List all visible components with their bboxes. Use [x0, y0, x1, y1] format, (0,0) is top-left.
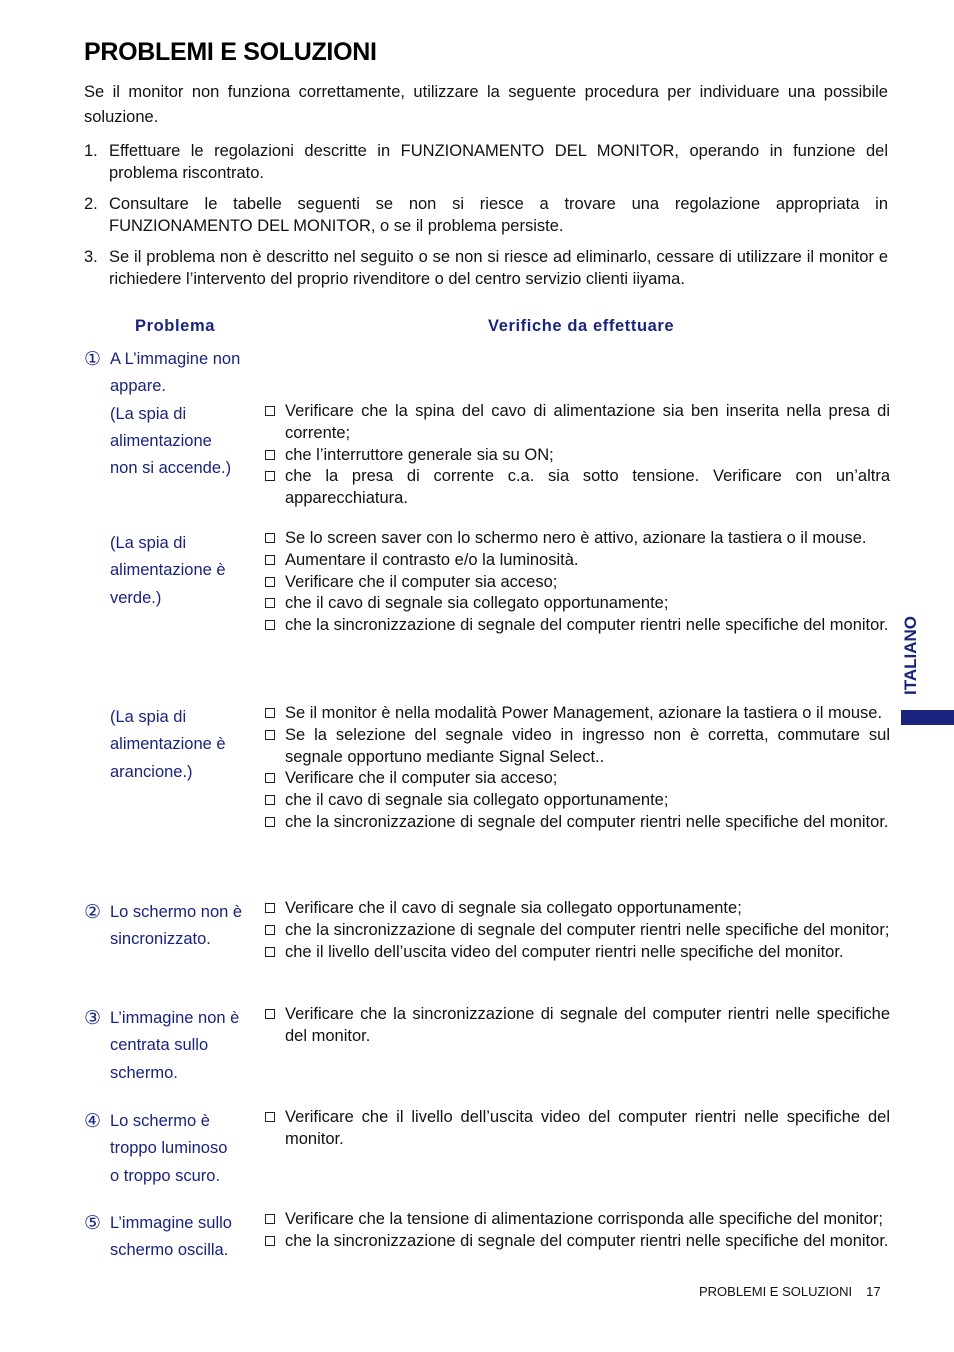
problem-2	[84, 899, 242, 954]
check-item	[264, 593, 890, 615]
problem-5	[84, 1210, 232, 1265]
check-text: che il cavo di segnale sia collegato opportunamente;	[285, 791, 669, 810]
problem-line: alimentazione è	[110, 561, 226, 580]
checkbox-icon	[265, 555, 275, 565]
check-item	[264, 768, 890, 790]
check-text: che la sincronizzazione di segnale del computer rientri nelle specifiche del monitor.	[285, 616, 889, 635]
problem-number: ④	[84, 1111, 102, 1132]
problem-line: troppo luminoso	[110, 1139, 228, 1158]
problem-number: ①	[84, 349, 102, 370]
check-text: che il cavo di segnale sia collegato opportunamente;	[285, 594, 669, 613]
problem-1	[84, 346, 240, 482]
check-text: Verificare che il livello dell’uscita video del computer rientri nelle specifiche del monitor.	[285, 1108, 890, 1148]
check-text: che la sincronizzazione di segnale del computer rientri nelle specifiche del monitor;	[285, 920, 890, 939]
check-item	[264, 1231, 890, 1253]
check-text: Se il monitor è nella modalità Power Management, azionare la tastiera o il mouse.	[285, 704, 883, 722]
check-text: che la sincronizzazione di segnale del computer rientri nelle specifiche del monitor.	[285, 812, 889, 831]
checkbox-icon	[265, 1236, 275, 1246]
check-text: Se lo screen saver con lo schermo nero è attivo, azionare la tastiera o il mouse.	[285, 529, 867, 547]
problem-4	[84, 1108, 227, 1190]
check-text: che l’interruttore generale sia su ON;	[285, 445, 554, 464]
check-text: che il livello dell’uscita video del computer rientri nelle specifiche del monitor.	[285, 942, 844, 961]
check-item	[264, 528, 890, 550]
check-text: Verificare che il computer sia acceso;	[285, 572, 558, 591]
check-item	[264, 401, 890, 445]
check-item	[264, 942, 890, 964]
checkbox-icon	[265, 773, 275, 783]
problem-line: (La spia di	[110, 708, 187, 726]
check-text: Aumentare il contrasto e/o la luminosità.	[285, 550, 579, 569]
check-item	[264, 703, 890, 725]
problem-line: centrata sullo	[110, 1036, 209, 1055]
checkbox-icon	[265, 1214, 275, 1224]
checkbox-icon	[265, 730, 275, 740]
checks-group-2	[264, 528, 890, 637]
checkbox-icon	[265, 947, 275, 957]
check-item	[264, 790, 890, 812]
problem-line: appare.	[110, 377, 166, 396]
problem-line: alimentazione è	[110, 735, 226, 754]
check-text: Verificare che la tensione di alimentazione corrisponda alle specifiche del monitor;	[285, 1210, 883, 1228]
column-header-checks: Verifiche da effettuare	[488, 317, 675, 335]
column-header-problem: Problema	[135, 317, 215, 335]
problem-number: ⑤	[84, 1213, 102, 1234]
step-item	[84, 140, 888, 184]
checkbox-icon	[265, 450, 275, 460]
page-footer	[699, 1284, 881, 1299]
checks-group-6	[264, 1107, 890, 1151]
problem-line: Lo schermo non è	[110, 903, 243, 921]
problem-line: A L’immagine non	[110, 350, 241, 368]
checkbox-icon	[265, 471, 275, 481]
problem-1-green	[84, 530, 226, 612]
check-text: Verificare che il cavo di segnale sia collegato opportunamente;	[285, 899, 742, 917]
page-number: 17	[866, 1284, 881, 1299]
checkbox-icon	[265, 577, 275, 587]
check-text: che la sincronizzazione di segnale del computer rientri nelle specifiche del monitor.	[285, 1231, 889, 1250]
check-item	[264, 466, 890, 510]
checks-group-1	[264, 401, 890, 510]
check-item	[264, 1107, 890, 1151]
problem-number: ②	[84, 902, 102, 923]
checks-group-3	[264, 703, 890, 834]
problem-line: Lo schermo è	[110, 1112, 210, 1130]
footer-section: PROBLEMI E SOLUZIONI	[699, 1284, 853, 1299]
check-text: Verificare che la spina del cavo di alimentazione sia ben inserita nella presa di corrente;	[285, 402, 890, 442]
problem-3	[84, 1005, 239, 1087]
check-text: Se la selezione del segnale video in ingresso non è corretta, commutare sul segnale opportuno mediante Signal Select..	[285, 725, 890, 766]
checkbox-icon	[265, 406, 275, 416]
check-item	[264, 445, 890, 467]
checks-group-7	[264, 1209, 890, 1253]
checkbox-icon	[265, 795, 275, 805]
checkbox-icon	[265, 925, 275, 935]
checks-group-4	[264, 898, 890, 963]
language-tab-label: ITALIANO	[901, 615, 920, 695]
check-item	[264, 615, 890, 637]
check-item	[264, 725, 890, 769]
problem-line: L’immagine non è	[110, 1009, 240, 1027]
problem-line: alimentazione	[110, 431, 212, 450]
problem-line: arancione.)	[110, 762, 193, 781]
check-item	[264, 920, 890, 942]
step-item	[84, 246, 888, 290]
checkbox-icon	[265, 1009, 275, 1019]
problem-1-orange	[84, 704, 226, 786]
problem-line: schermo.	[110, 1063, 178, 1082]
problem-line: L’immagine sullo	[110, 1214, 232, 1232]
problem-number: ③	[84, 1008, 102, 1029]
problem-line: (La spia di	[110, 534, 187, 552]
check-item	[264, 812, 890, 834]
check-item	[264, 1004, 890, 1048]
checkbox-icon	[265, 903, 275, 913]
problem-line: non si accende.)	[110, 459, 232, 478]
step-number: 1.	[84, 142, 98, 160]
check-item	[264, 572, 890, 594]
step-text: Consultare le tabelle seguenti se non si riesce a trovare una regolazione appropriata in FUNZIONAMENTO DEL MONITOR, o se il problema persiste.	[109, 195, 888, 235]
checkbox-icon	[265, 817, 275, 827]
problem-line: sincronizzato.	[110, 930, 211, 949]
step-text: Se il problema non è descritto nel seguito o se non si riesce ad eliminarlo, cessare di utilizzare il monitor e richiedere l’intervento del proprio rivenditore o del centro servizio clienti iiyama.	[109, 248, 888, 288]
step-number: 3.	[84, 248, 98, 266]
check-item	[264, 898, 890, 920]
checkbox-icon	[265, 1112, 275, 1122]
check-item	[264, 550, 890, 572]
check-text: Verificare che il computer sia acceso;	[285, 769, 558, 788]
check-item	[264, 1209, 890, 1231]
problem-line: verde.)	[110, 588, 162, 607]
step-number: 2.	[84, 195, 98, 213]
checkbox-icon	[265, 598, 275, 608]
language-tab-marker	[901, 710, 954, 725]
problem-line: schermo oscilla.	[110, 1241, 229, 1260]
intro-paragraph: Se il monitor non funziona correttamente, utilizzare la seguente procedura per individuare una possibile soluzione.	[84, 83, 888, 126]
problem-line: o troppo scuro.	[110, 1166, 221, 1185]
check-text: Verificare che la sincronizzazione di segnale del computer rientri nelle specifiche del monitor.	[285, 1005, 890, 1045]
checkbox-icon	[265, 708, 275, 718]
checkbox-icon	[265, 620, 275, 630]
checks-group-5	[264, 1004, 890, 1048]
problem-line: (La spia di	[110, 404, 187, 423]
page-title: PROBLEMI E SOLUZIONI	[84, 38, 377, 66]
checkbox-icon	[265, 533, 275, 543]
check-text: che la presa di corrente c.a. sia sotto tensione. Verificare con un’altra apparecchiatura.	[285, 467, 890, 508]
step-item	[84, 193, 888, 237]
step-text: Effettuare le regolazioni descritte in FUNZIONAMENTO DEL MONITOR, operando in funzione del problema riscontrato.	[109, 142, 888, 182]
